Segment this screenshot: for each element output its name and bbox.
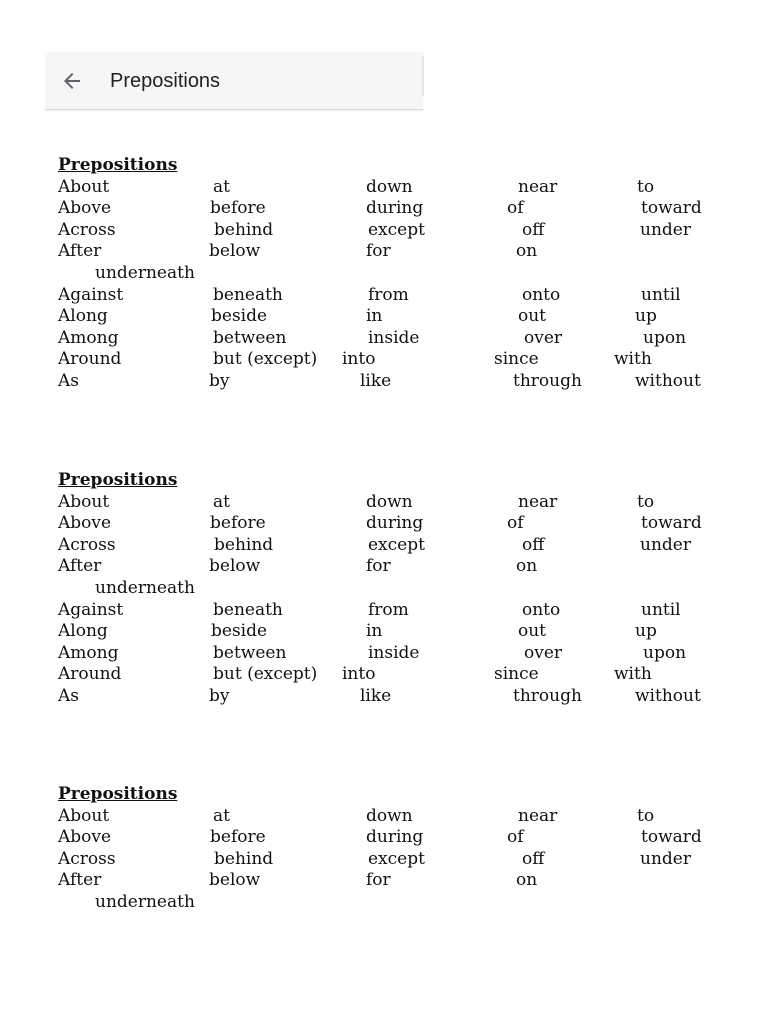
preposition-word: About	[58, 176, 110, 197]
preposition-word: of	[507, 827, 524, 848]
preposition-word: behind	[214, 534, 274, 555]
preposition-word: Above	[58, 198, 112, 219]
preposition-word: Above	[58, 827, 112, 848]
preposition-word: toward	[641, 198, 702, 219]
preposition-word: with	[614, 664, 652, 685]
preposition-word: from	[368, 284, 409, 305]
preposition-word: to	[637, 176, 655, 197]
preposition-word: Among	[58, 642, 119, 663]
preposition-word: but (except)	[213, 349, 318, 370]
preposition-word: beside	[211, 621, 268, 642]
preposition-word: off	[522, 848, 545, 869]
preposition-word: After	[58, 870, 102, 891]
preposition-word: underneath	[95, 578, 195, 598]
preposition-word: up	[635, 306, 657, 327]
preposition-word: below	[209, 870, 261, 891]
preposition-word: since	[494, 664, 539, 685]
preposition-word: like	[360, 371, 392, 391]
preposition-word: of	[507, 198, 524, 219]
preposition-word: Across	[58, 848, 116, 869]
preposition-word: for	[366, 241, 391, 262]
preposition-word: on	[516, 241, 538, 262]
preposition-word: inside	[368, 327, 420, 348]
preposition-word: between	[213, 327, 287, 348]
preposition-word: off	[522, 219, 545, 240]
preposition-word: but (except)	[213, 664, 318, 685]
preposition-word: onto	[522, 284, 561, 305]
preposition-word: since	[494, 349, 539, 370]
preposition-word: out	[518, 621, 547, 642]
preposition-word: without	[635, 371, 701, 391]
preposition-word: Along	[58, 621, 108, 642]
preposition-word: below	[209, 241, 261, 262]
preposition-word: near	[518, 491, 558, 512]
preposition-word: underneath	[95, 892, 195, 912]
preposition-word: near	[518, 176, 558, 197]
preposition-word: before	[210, 198, 266, 219]
preposition-word: As	[58, 686, 80, 706]
preposition-word: About	[58, 805, 110, 826]
preposition-word: About	[58, 491, 110, 512]
preposition-word: through	[513, 371, 582, 391]
preposition-word: on	[516, 556, 538, 577]
preposition-word: toward	[641, 827, 702, 848]
section-heading: Prepositions	[58, 784, 178, 804]
preposition-word: until	[641, 599, 681, 620]
preposition-word: during	[366, 513, 424, 534]
page-title: Prepositions	[110, 70, 221, 92]
divider	[422, 56, 424, 96]
preposition-word: After	[58, 241, 102, 262]
preposition-word: until	[641, 284, 681, 305]
preposition-word: down	[366, 176, 413, 197]
preposition-word: like	[360, 686, 392, 706]
preposition-word: at	[213, 176, 230, 197]
preposition-word: up	[635, 621, 657, 642]
preposition-word: beneath	[213, 599, 283, 620]
preposition-word: during	[366, 198, 424, 219]
app-bar	[45, 52, 423, 110]
preposition-word: behind	[214, 848, 274, 869]
preposition-word: of	[507, 513, 524, 534]
preposition-word: toward	[641, 513, 702, 534]
preposition-word: at	[213, 805, 230, 826]
preposition-word: before	[210, 513, 266, 534]
preposition-word: Along	[58, 306, 108, 327]
preposition-word: except	[368, 848, 425, 869]
preposition-word: After	[58, 556, 102, 577]
preposition-word: under	[640, 848, 691, 869]
preposition-word: to	[637, 805, 655, 826]
preposition-word: behind	[214, 219, 274, 240]
preposition-word: Among	[58, 327, 119, 348]
preposition-word: by	[209, 371, 230, 391]
preposition-word: for	[366, 870, 391, 891]
preposition-word: beneath	[213, 284, 283, 305]
section-heading: Prepositions	[58, 155, 178, 175]
preposition-word: near	[518, 805, 558, 826]
preposition-word: Around	[58, 664, 122, 685]
preposition-word: to	[637, 491, 655, 512]
preposition-word: Above	[58, 513, 112, 534]
preposition-word: into	[342, 664, 376, 685]
preposition-word: into	[342, 349, 376, 370]
preposition-word: in	[366, 306, 383, 327]
preposition-word: with	[614, 349, 652, 370]
section-heading: Prepositions	[58, 470, 178, 490]
preposition-word: Across	[58, 219, 116, 240]
preposition-word: Across	[58, 534, 116, 555]
preposition-word: under	[640, 219, 691, 240]
preposition-word: at	[213, 491, 230, 512]
preposition-word: beside	[211, 306, 268, 327]
preposition-word: between	[213, 642, 287, 663]
preposition-word: upon	[643, 327, 687, 348]
preposition-word: Against	[58, 284, 124, 305]
preposition-word: except	[368, 534, 425, 555]
preposition-word: onto	[522, 599, 561, 620]
preposition-word: before	[210, 827, 266, 848]
preposition-word: in	[366, 621, 383, 642]
preposition-word: except	[368, 219, 425, 240]
preposition-word: under	[640, 534, 691, 555]
preposition-word: underneath	[95, 263, 195, 283]
preposition-word: upon	[643, 642, 687, 663]
preposition-word: As	[58, 371, 80, 391]
preposition-word: without	[635, 686, 701, 706]
preposition-word: off	[522, 534, 545, 555]
preposition-word: over	[524, 642, 563, 663]
preposition-word: down	[366, 805, 413, 826]
preposition-word: inside	[368, 642, 420, 663]
preposition-word: Against	[58, 599, 124, 620]
preposition-word: over	[524, 327, 563, 348]
preposition-word: on	[516, 870, 538, 891]
preposition-word: Around	[58, 349, 122, 370]
preposition-word: down	[366, 491, 413, 512]
preposition-word: from	[368, 599, 409, 620]
preposition-word: during	[366, 827, 424, 848]
preposition-word: for	[366, 556, 391, 577]
preposition-word: below	[209, 556, 261, 577]
preposition-word: by	[209, 686, 230, 706]
arrow-left-icon[interactable]	[60, 69, 84, 93]
preposition-word: out	[518, 306, 547, 327]
preposition-word: through	[513, 686, 582, 706]
